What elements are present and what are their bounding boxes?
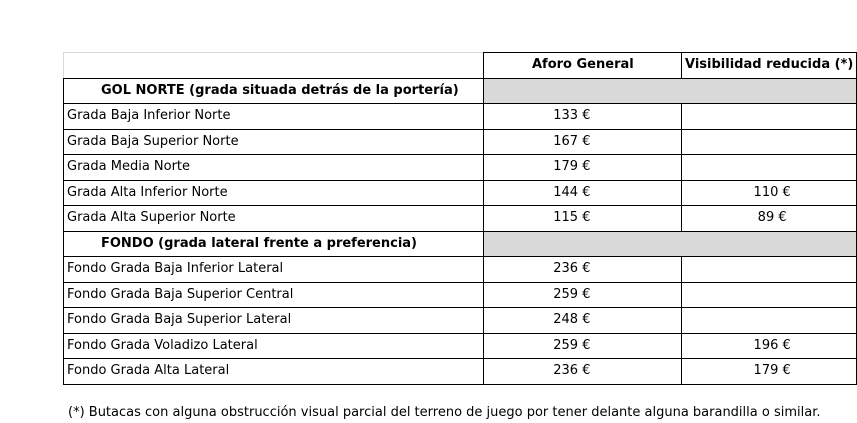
price-visibilidad-reducida: 179 € [682,359,857,385]
table-row [64,206,857,232]
section-title: GOL NORTE (grada situada detrás de la portería) [64,78,484,104]
section-header-row [64,78,857,104]
table-header-row [64,53,857,79]
seat-zone-name: Grada Alta Inferior Norte [64,180,484,206]
table-row [64,129,857,155]
price-table-body [64,53,857,385]
section-fill-cell [484,78,857,104]
price-visibilidad-reducida [682,155,857,181]
seat-zone-name: Fondo Grada Baja Superior Lateral [64,308,484,334]
price-visibilidad-reducida: 110 € [682,180,857,206]
table-row [64,359,857,385]
seat-zone-name: Fondo Grada Baja Inferior Lateral [64,257,484,283]
price-visibilidad-reducida [682,129,857,155]
table-row [64,104,857,130]
table-row [64,282,857,308]
seat-zone-name: Grada Baja Superior Norte [64,129,484,155]
price-visibilidad-reducida: 196 € [682,333,857,359]
price-general: 115 € [484,206,682,232]
price-visibilidad-reducida [682,308,857,334]
price-visibilidad-reducida [682,282,857,308]
price-visibilidad-reducida: 89 € [682,206,857,232]
header-aforo-general: Aforo General [484,53,682,79]
header-visibilidad-reducida: Visibilidad reducida (*) [682,53,857,79]
price-general: 236 € [484,359,682,385]
price-general: 179 € [484,155,682,181]
table-row [64,180,857,206]
seat-zone-name: Grada Alta Superior Norte [64,206,484,232]
seat-zone-name: Fondo Grada Baja Superior Central [64,282,484,308]
price-table [63,52,857,385]
table-row [64,333,857,359]
table-row [64,155,857,181]
price-general: 167 € [484,129,682,155]
footnote: (*) Butacas con alguna obstrucción visual parcial del terreno de juego por tener delante alguna barandilla o similar. [68,405,821,420]
price-general: 236 € [484,257,682,283]
section-title: FONDO (grada lateral frente a preferencia) [64,231,484,257]
seat-zone-name: Grada Baja Inferior Norte [64,104,484,130]
price-visibilidad-reducida [682,257,857,283]
section-fill-cell [484,231,857,257]
price-general: 144 € [484,180,682,206]
section-header-row [64,231,857,257]
price-general: 259 € [484,333,682,359]
seat-zone-name: Fondo Grada Voladizo Lateral [64,333,484,359]
table-row [64,257,857,283]
header-empty-cell [64,53,484,79]
table-row [64,308,857,334]
price-visibilidad-reducida [682,104,857,130]
seat-zone-name: Fondo Grada Alta Lateral [64,359,484,385]
seat-zone-name: Grada Media Norte [64,155,484,181]
price-general: 133 € [484,104,682,130]
price-general: 248 € [484,308,682,334]
price-general: 259 € [484,282,682,308]
